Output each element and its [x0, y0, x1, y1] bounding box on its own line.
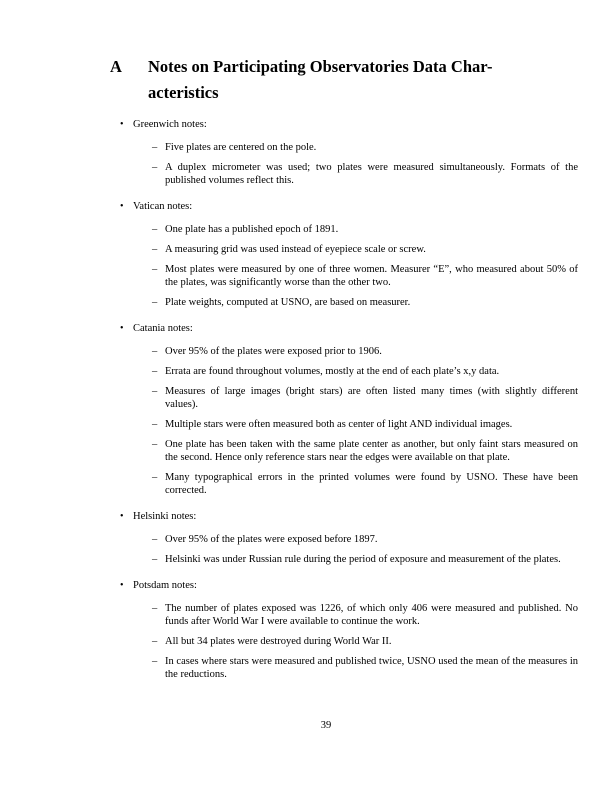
note-text: A duplex micrometer was used; two plates were measured simultaneously. Formats of the published volumes reflect this. [165, 162, 578, 186]
note-text: Plate weights, computed at USNO, are based on measurer. [165, 297, 411, 308]
note-item [110, 553, 578, 566]
note-item [110, 141, 578, 154]
note-text: Measures of large images (bright stars) are often listed many times (with slightly different values). [165, 386, 578, 410]
note-item [110, 223, 578, 236]
dash-icon: – [152, 656, 158, 667]
observatory-note-group [110, 322, 578, 497]
note-item [110, 365, 578, 378]
observatory-label: Vatican notes: [133, 201, 193, 212]
note-text: All but 34 plates were destroyed during World War II. [165, 636, 392, 647]
note-text: Five plates are centered on the pole. [165, 142, 317, 153]
bullet-icon: • [120, 201, 124, 212]
page-number: 39 [320, 720, 332, 731]
observatory-label: Potsdam notes: [133, 580, 197, 591]
dash-icon: – [152, 244, 158, 255]
note-group-header [110, 510, 578, 523]
dash-icon: – [152, 366, 158, 377]
dash-icon: – [152, 603, 158, 614]
dash-icon: – [152, 264, 158, 275]
note-group-header [110, 118, 578, 131]
note-item [110, 296, 578, 309]
note-item [110, 655, 578, 681]
bullet-icon: • [120, 323, 124, 334]
note-item [110, 385, 578, 411]
note-text: Many typographical errors in the printed volumes were found by USNO. These have been corrected. [165, 472, 578, 496]
dash-icon: – [152, 297, 158, 308]
bullet-icon: • [120, 119, 124, 130]
dash-icon: – [152, 162, 158, 173]
dash-icon: – [152, 419, 158, 430]
observatory-label: Helsinki notes: [133, 511, 197, 522]
note-text: Helsinki was under Russian rule during the period of exposure and measurement of the plates. [165, 554, 561, 565]
observatory-note-group [110, 510, 578, 566]
observatory-label: Greenwich notes: [133, 119, 207, 130]
dash-icon: – [152, 346, 158, 357]
section-title [148, 54, 492, 106]
observatory-note-group [110, 200, 578, 309]
section-number: A [110, 57, 122, 76]
note-item [110, 263, 578, 289]
section-heading [110, 54, 492, 106]
note-item [110, 602, 578, 628]
section-title-line-2: acteristics [148, 83, 219, 102]
note-item [110, 345, 578, 358]
dash-icon: – [152, 472, 158, 483]
note-group-header [110, 579, 578, 592]
dash-icon: – [152, 439, 158, 450]
observatory-note-group [110, 118, 578, 187]
note-text: Most plates were measured by one of three women. Measurer “E”, who measured about 50% of the plates, was significantly worse than the other two. [165, 264, 578, 288]
notes-list [110, 118, 578, 694]
note-item [110, 161, 578, 187]
note-text: A measuring grid was used instead of eyepiece scale or screw. [165, 244, 426, 255]
note-item [110, 635, 578, 648]
note-text: Errata are found throughout volumes, mostly at the end of each plate’s x,y data. [165, 366, 500, 377]
bullet-icon: • [120, 580, 124, 591]
note-text: One plate has been taken with the same plate center as another, but only faint stars measured on the second. Hence only reference stars near the edges were available on that plate. [165, 439, 578, 463]
note-text: One plate has a published epoch of 1891. [165, 224, 339, 235]
note-item [110, 471, 578, 497]
note-text: Over 95% of the plates were exposed prior to 1906. [165, 346, 382, 357]
dash-icon: – [152, 224, 158, 235]
dash-icon: – [152, 142, 158, 153]
observatory-label: Catania notes: [133, 323, 193, 334]
dash-icon: – [152, 386, 158, 397]
bullet-icon: • [120, 511, 124, 522]
note-text: Multiple stars were often measured both as center of light AND individual images. [165, 419, 513, 430]
note-text: In cases where stars were measured and published twice, USNO used the mean of the measures in the reductions. [165, 656, 578, 680]
note-item [110, 243, 578, 256]
note-item [110, 418, 578, 431]
note-item [110, 438, 578, 464]
note-group-header [110, 200, 578, 213]
dash-icon: – [152, 554, 158, 565]
note-item [110, 533, 578, 546]
observatory-note-group [110, 579, 578, 681]
note-group-header [110, 322, 578, 335]
section-title-line-1: Notes on Participating Observatories Data Char- [148, 57, 493, 76]
dash-icon: – [152, 534, 158, 545]
note-text: The number of plates exposed was 1226, of which only 406 were measured and published. No funds after World War I were available to continue the work. [165, 603, 578, 627]
note-text: Over 95% of the plates were exposed before 1897. [165, 534, 378, 545]
dash-icon: – [152, 636, 158, 647]
